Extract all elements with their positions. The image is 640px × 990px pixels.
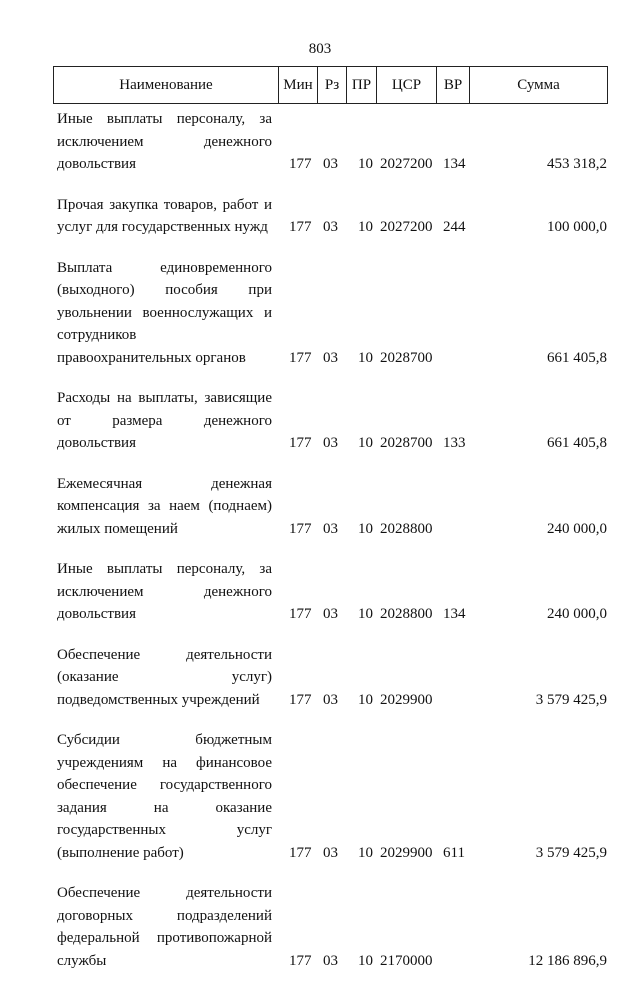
row-name-line: Прочая закупка товаров, работ и — [57, 196, 272, 213]
cell-rz: 03 — [323, 520, 338, 537]
row-name — [57, 473, 272, 541]
cell-csr: 2028700 — [380, 435, 433, 451]
table-row — [57, 257, 607, 370]
cell-min: 177 — [289, 219, 312, 235]
row-name-line: довольствия — [57, 435, 136, 451]
row-name-line: службы — [57, 952, 107, 969]
cell-vr: 134 — [443, 606, 466, 622]
cell-min: 177 — [289, 606, 312, 622]
cell-csr: 2028800 — [380, 520, 433, 537]
row-name-line: довольствия — [57, 606, 136, 622]
cell-rz: 03 — [323, 435, 338, 451]
cell-pr: 10 — [358, 520, 373, 537]
cell-pr: 10 — [358, 691, 373, 708]
row-name-line: компенсация за наем (поднаем) — [57, 498, 272, 514]
row-name-line: федеральной противопожарной — [57, 930, 272, 946]
cell-sum: 3 579 425,9 — [535, 844, 607, 861]
row-name-line: обеспечение государственного — [57, 777, 272, 793]
cell-pr: 10 — [358, 349, 373, 366]
row-name — [57, 387, 272, 455]
cell-rz: 03 — [323, 156, 338, 172]
row-name — [57, 558, 272, 626]
cell-min: 177 — [289, 691, 312, 708]
cell-rz: 03 — [323, 952, 338, 969]
row-name-line: Субсидии бюджетным — [57, 732, 272, 748]
row-name-line: задания на оказание — [57, 799, 272, 816]
table-row — [57, 387, 607, 455]
row-name-line: (выходного) пособия при — [57, 282, 272, 298]
cell-sum: 12 186 896,9 — [528, 952, 607, 969]
cell-vr: 244 — [443, 219, 466, 235]
row-name — [57, 257, 272, 370]
header-vr: ВР — [437, 67, 470, 103]
cell-min: 177 — [289, 952, 312, 969]
row-name — [57, 882, 272, 972]
header-csr: ЦСР — [377, 67, 437, 103]
cell-min: 177 — [289, 435, 312, 451]
cell-pr: 10 — [358, 435, 373, 451]
header-rz: Рз — [318, 67, 347, 103]
row-name-line: довольствия — [57, 156, 136, 172]
cell-pr: 10 — [358, 606, 373, 622]
row-name-line: Обеспечение деятельности — [57, 646, 272, 663]
header-pr: ПР — [347, 67, 377, 103]
row-name — [57, 729, 272, 864]
cell-sum: 100 000,0 — [547, 219, 607, 235]
row-name-line: услуг для государственных нужд — [57, 219, 268, 235]
cell-csr: 2027200 — [380, 156, 433, 172]
cell-min: 177 — [289, 156, 312, 172]
cell-sum: 661 405,8 — [547, 435, 607, 451]
row-name-line: Иные выплаты персоналу, за — [57, 561, 272, 577]
cell-csr: 2029900 — [380, 691, 433, 708]
row-name — [57, 108, 272, 176]
row-name-line: исключением денежного — [57, 583, 272, 600]
cell-pr: 10 — [358, 844, 373, 861]
cell-sum: 240 000,0 — [547, 520, 607, 537]
header-name: Наименование — [54, 67, 279, 103]
table-row — [57, 558, 607, 626]
cell-csr: 2170000 — [380, 952, 433, 969]
row-name-line: учреждениям на финансовое — [57, 754, 272, 771]
cell-sum: 661 405,8 — [547, 349, 607, 366]
cell-sum: 240 000,0 — [547, 606, 607, 622]
row-name-line: Обеспечение деятельности — [57, 885, 272, 901]
row-name-line: государственных услуг — [57, 822, 272, 838]
cell-rz: 03 — [323, 349, 338, 366]
table-header — [53, 66, 608, 104]
row-name-line: сотрудников — [57, 327, 137, 343]
row-name-line: (оказание услуг) — [57, 669, 272, 685]
row-name — [57, 194, 272, 239]
table-row — [57, 729, 607, 864]
cell-vr: 133 — [443, 435, 466, 451]
row-name-line: Ежемесячная денежная — [57, 475, 272, 492]
table-row — [57, 108, 607, 176]
table-row — [57, 473, 607, 541]
row-name-line: подведомственных учреждений — [57, 691, 260, 708]
cell-csr: 2029900 — [380, 844, 433, 861]
cell-rz: 03 — [323, 606, 338, 622]
table-row — [57, 882, 607, 972]
cell-sum: 3 579 425,9 — [535, 691, 607, 708]
cell-csr: 2028700 — [380, 349, 433, 366]
row-name-line: от размера денежного — [57, 412, 272, 429]
row-name-line: увольнении военнослужащих и — [57, 304, 272, 321]
cell-csr: 2028800 — [380, 606, 433, 622]
cell-csr: 2027200 — [380, 219, 433, 235]
table-body — [57, 108, 607, 990]
row-name-line: Выплата единовременного — [57, 259, 272, 276]
cell-vr: 611 — [443, 844, 465, 861]
cell-pr: 10 — [358, 156, 373, 172]
row-name-line: жилых помещений — [57, 520, 178, 537]
row-name-line: правоохранительных органов — [57, 349, 246, 366]
cell-pr: 10 — [358, 219, 373, 235]
row-name-line: договорных подразделений — [57, 907, 272, 924]
cell-sum: 453 318,2 — [547, 156, 607, 172]
row-name-line: Расходы на выплаты, зависящие — [57, 390, 272, 406]
header-sum: Сумма — [517, 76, 560, 93]
row-name — [57, 644, 272, 712]
cell-rz: 03 — [323, 691, 338, 708]
cell-min: 177 — [289, 349, 312, 366]
header-min: Мин — [279, 67, 318, 103]
cell-pr: 10 — [358, 952, 373, 969]
row-name-line: Иные выплаты персоналу, за — [57, 111, 272, 127]
cell-min: 177 — [289, 844, 312, 861]
row-name-line: (выполнение работ) — [57, 844, 184, 861]
cell-rz: 03 — [323, 219, 338, 235]
page-number: 803 — [308, 41, 332, 57]
cell-vr: 134 — [443, 156, 466, 172]
table-row — [57, 644, 607, 712]
table-row — [57, 194, 607, 239]
cell-min: 177 — [289, 520, 312, 537]
row-name-line: исключением денежного — [57, 133, 272, 150]
cell-rz: 03 — [323, 844, 338, 861]
